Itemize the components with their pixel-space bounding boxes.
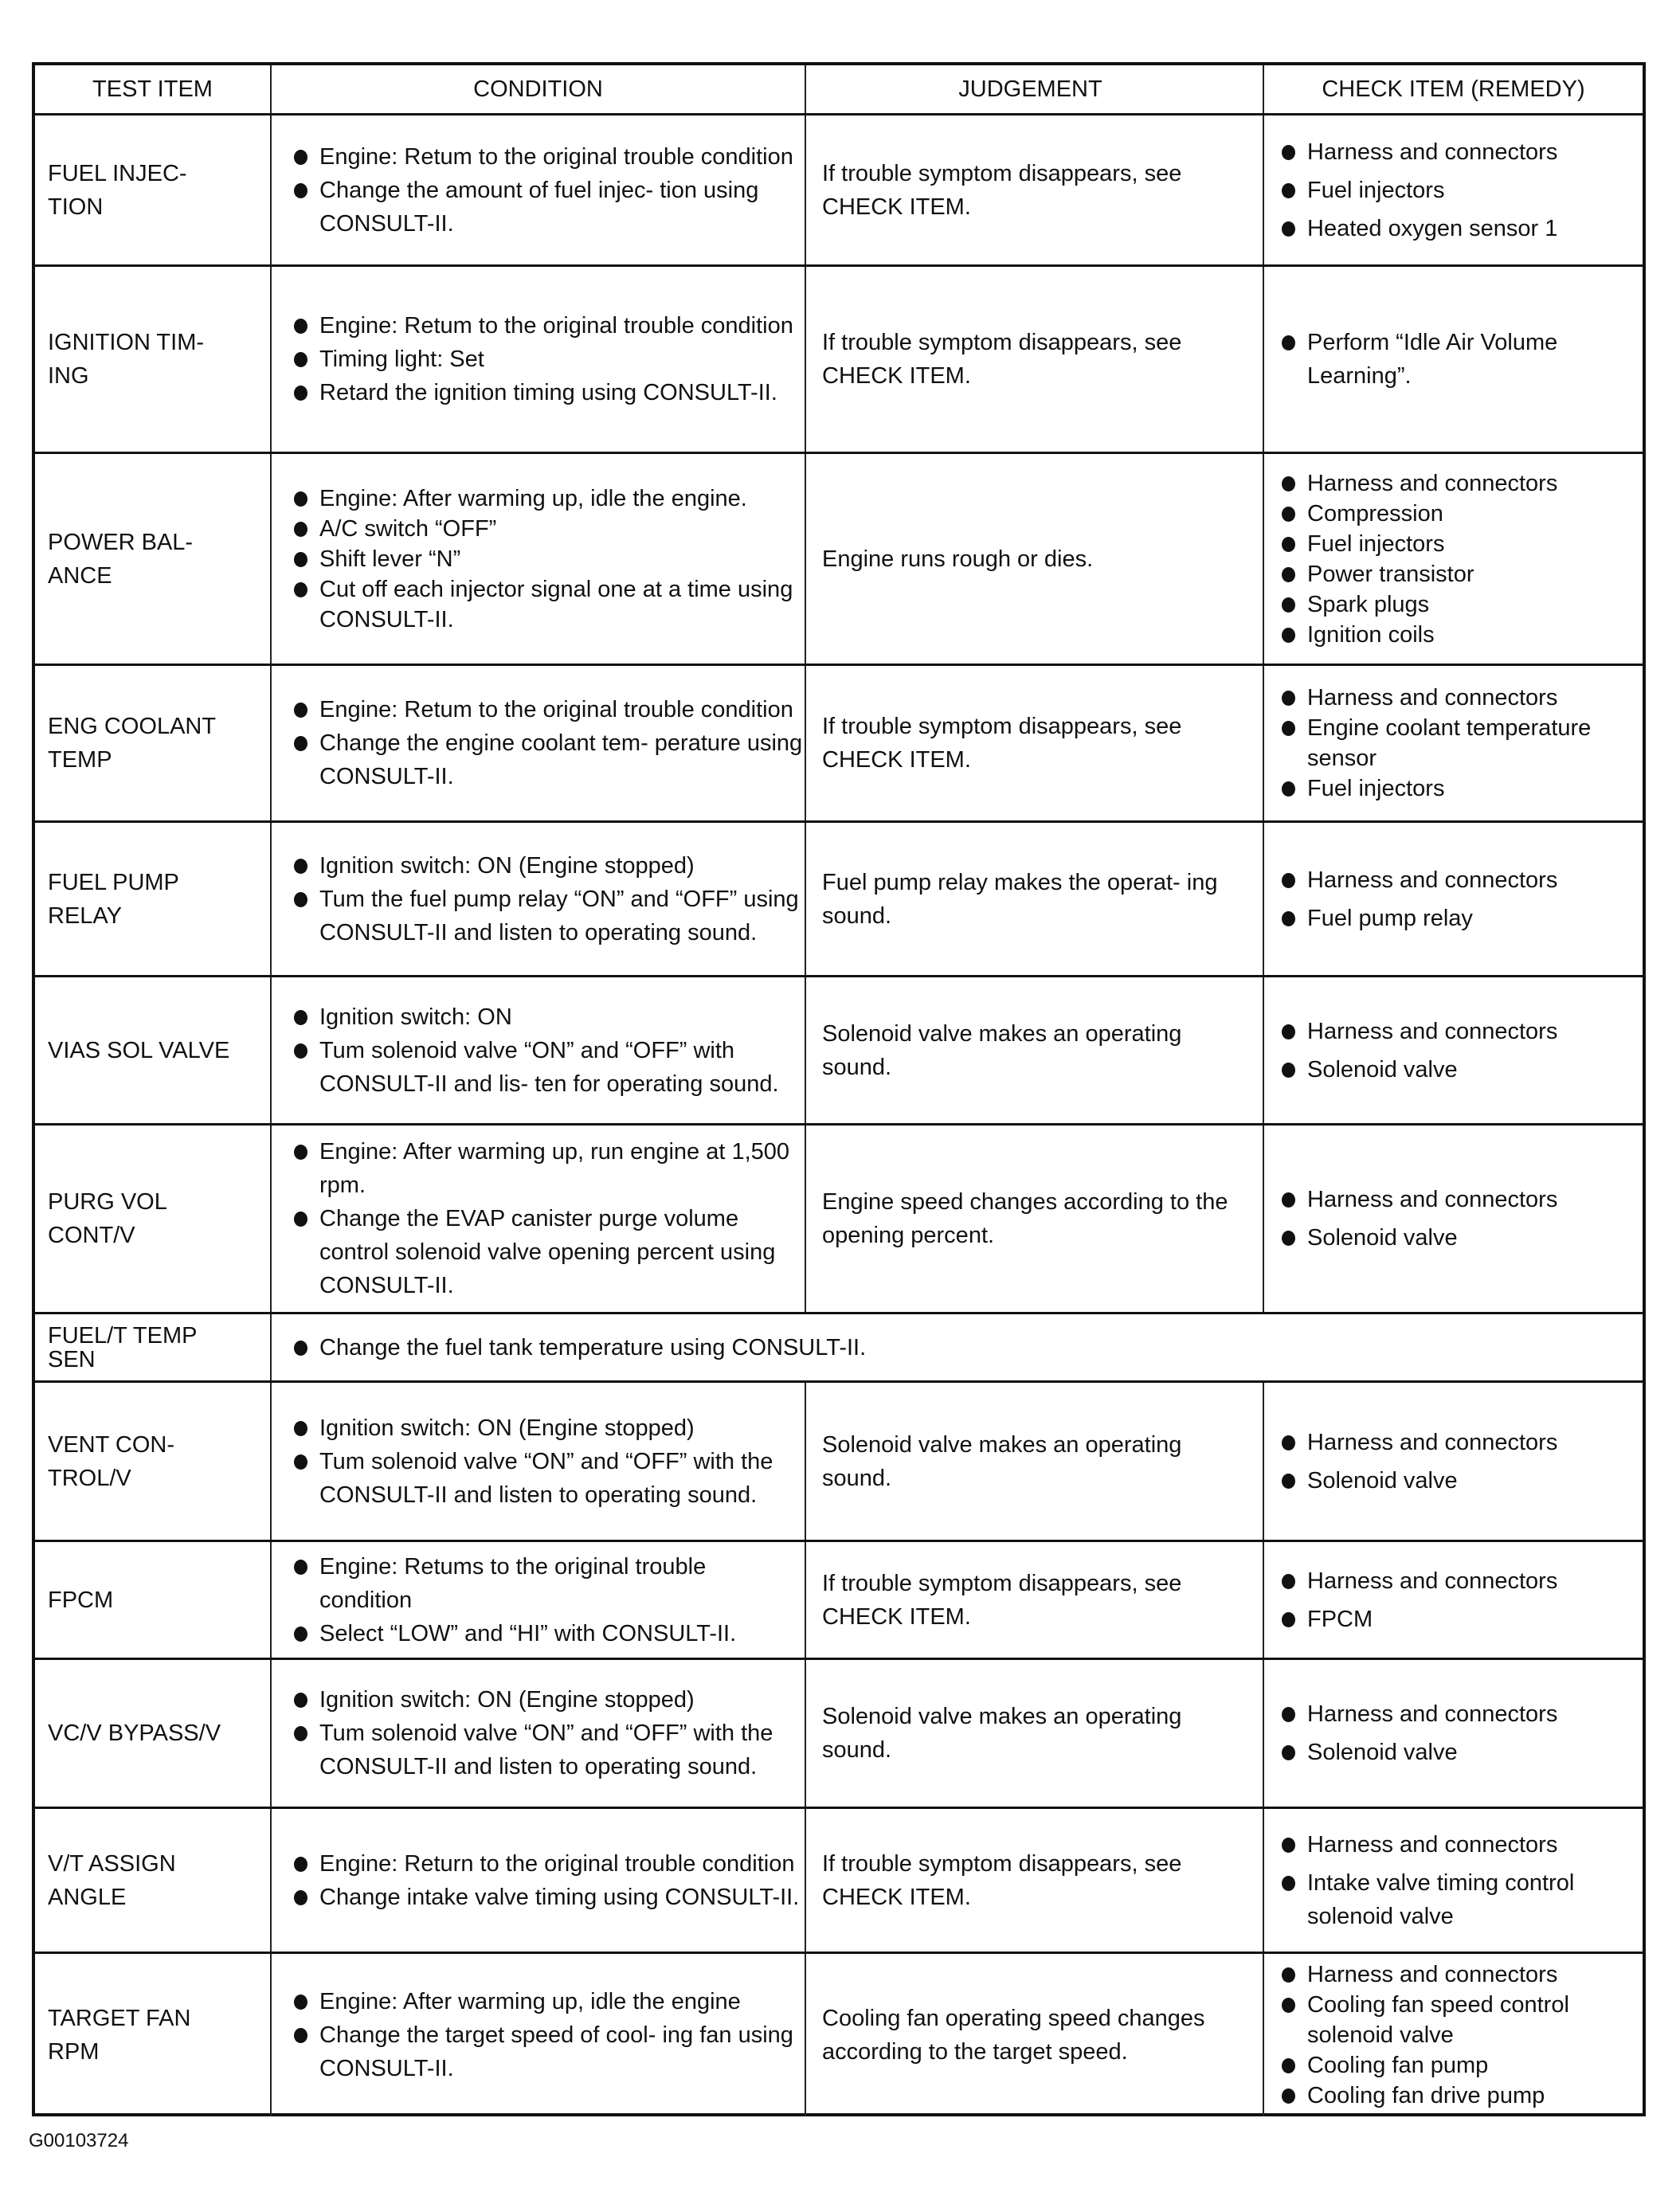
- check-item-list-item: Harness and connectors: [1280, 135, 1643, 169]
- condition-list: [292, 1411, 805, 1512]
- check-item-list-item: Fuel pump relay: [1280, 902, 1643, 935]
- test-item-label: TROL/V: [48, 1465, 131, 1491]
- condition-cell: [272, 823, 806, 975]
- condition-cell: [272, 1542, 806, 1658]
- header-check-item: CHECK ITEM (REMEDY): [1322, 76, 1585, 102]
- check-item-cell: [1264, 1126, 1643, 1312]
- test-item-label: V/T ASSIGN: [48, 1850, 176, 1877]
- condition-list-item: Engine: After warming up, idle the engine.: [292, 483, 805, 514]
- condition-cell: [272, 454, 806, 664]
- check-item-list-item: Harness and connectors: [1280, 468, 1643, 499]
- condition-cell: [272, 1383, 806, 1540]
- condition-cell: [272, 1660, 806, 1807]
- check-item-cell: [1264, 267, 1643, 452]
- check-item-list-item: Solenoid valve: [1280, 1464, 1643, 1497]
- check-item-list-item: Fuel injectors: [1280, 174, 1643, 207]
- check-item-cell: [1264, 1542, 1643, 1658]
- test-item-label: POWER BAL-: [48, 529, 194, 555]
- check-item-list-item: Harness and connectors: [1280, 1697, 1643, 1731]
- test-item-label: IGNITION TIM-: [48, 330, 205, 355]
- judgement-text: Engine runs rough or dies.: [822, 546, 1094, 572]
- check-item-list: [1280, 131, 1643, 250]
- check-item-list: [1280, 1959, 1643, 2111]
- test-item-label: ENG COOLANT: [48, 714, 217, 739]
- test-item-label: RELAY: [48, 902, 122, 929]
- condition-list-item: Shift lever “N”: [292, 544, 805, 574]
- condition-list-item: Ignition switch: ON (Engine stopped): [292, 1411, 805, 1445]
- condition-list-item: Timing light: Set: [292, 343, 805, 376]
- check-item-list-item: FPCM: [1280, 1603, 1643, 1636]
- condition-list: [292, 1000, 805, 1101]
- check-item-list-item: Harness and connectors: [1280, 1183, 1643, 1216]
- test-item-label: VC/V BYPASS/V: [48, 1721, 221, 1746]
- check-item-list-item: Power transistor: [1280, 559, 1643, 589]
- test-item-label: TARGET FAN: [48, 2006, 191, 2031]
- condition-cell: [272, 1126, 806, 1312]
- test-item-cell: [35, 666, 272, 820]
- check-item-list-item: Harness and connectors: [1280, 1828, 1643, 1862]
- table-row: [35, 1312, 1643, 1380]
- test-item-cell: [35, 1542, 272, 1658]
- test-item-cell: [35, 1383, 272, 1540]
- condition-list: [292, 140, 805, 241]
- test-item-cell: [35, 454, 272, 664]
- condition-list: [292, 1135, 805, 1302]
- condition-list-item: Select “LOW” and “HI” with CONSULT-II.: [292, 1617, 805, 1650]
- figure-id: G00103724: [29, 2130, 129, 2151]
- check-item-list: [1280, 1178, 1643, 1259]
- judgement-cell: [806, 267, 1264, 452]
- condition-list-item: Engine: Return to the original trouble condition: [292, 1847, 805, 1881]
- judgement-cell: [806, 1954, 1264, 2116]
- check-item-list-item: Harness and connectors: [1280, 1564, 1643, 1598]
- test-item-cell: [35, 1126, 272, 1312]
- check-item-list: [1280, 859, 1643, 940]
- judgement-cell: [806, 977, 1264, 1123]
- table-row: [35, 820, 1643, 975]
- judgement-cell: [806, 1660, 1264, 1807]
- condition-list-item: Change intake valve timing using CONSULT-II.: [292, 1881, 805, 1914]
- check-item-cell: [1264, 115, 1643, 264]
- condition-list-item: Tum the fuel pump relay “ON” and “OFF” using CONSULT-II and listen to operating sound.: [292, 883, 805, 949]
- check-item-list: [1280, 468, 1643, 650]
- judgement-cell: [806, 1809, 1264, 1952]
- test-item-cell: [35, 115, 272, 264]
- check-item-cell: [1264, 1383, 1643, 1540]
- test-item-label: TION: [48, 194, 104, 220]
- diagnostic-test-table: [32, 62, 1646, 2116]
- check-item-cell: [1264, 977, 1643, 1123]
- check-item-list: [1280, 1010, 1643, 1091]
- judgement-text: Solenoid valve makes an operating sound.: [822, 1020, 1182, 1080]
- test-item-cell: [35, 267, 272, 452]
- condition-list-item: Change the target speed of cool- ing fan using CONSULT-II.: [292, 2018, 805, 2085]
- judgement-cell: [806, 823, 1264, 975]
- check-item-list-item: Compression: [1280, 499, 1643, 529]
- condition-list: [292, 1985, 805, 2085]
- condition-list-item: Ignition switch: ON (Engine stopped): [292, 1683, 805, 1717]
- test-item-label: VENT CON-: [48, 1431, 174, 1458]
- judgement-text: Solenoid valve makes an operating sound.: [822, 1431, 1182, 1491]
- header-judgement: JUDGEMENT: [806, 65, 1264, 113]
- condition-cell: [272, 115, 806, 264]
- condition-list-item: Engine: Retum to the original trouble condition: [292, 309, 805, 343]
- condition-list-item: Change the fuel tank temperature using CONSULT-II.: [292, 1331, 1643, 1364]
- check-item-list-item: Cooling fan pump: [1280, 2050, 1643, 2081]
- judgement-text: Solenoid valve makes an operating sound.: [822, 1704, 1182, 1763]
- condition-list: [292, 309, 805, 409]
- condition-cell: [272, 666, 806, 820]
- condition-list-item: Change the EVAP canister purge volume control solenoid valve opening percent using CONSULT-II.: [292, 1202, 805, 1302]
- table-row: [35, 1658, 1643, 1807]
- test-item-cell: [35, 1954, 272, 2116]
- test-item-cell: [35, 1660, 272, 1807]
- condition-cell: [272, 977, 806, 1123]
- judgement-cell: [806, 454, 1264, 664]
- condition-list: [292, 483, 805, 635]
- check-item-list-item: Harness and connectors: [1280, 1959, 1643, 1990]
- condition-list-item: Tum solenoid valve “ON” and “OFF” with CONSULT-II and lis- ten for operating sound.: [292, 1034, 805, 1101]
- test-item-label: ANCE: [48, 562, 112, 589]
- check-item-cell: [1264, 666, 1643, 820]
- condition-list-item: Engine: Retum to the original trouble condition: [292, 693, 805, 726]
- judgement-text: If trouble symptom disappears, see CHECK ITEM.: [822, 1570, 1182, 1630]
- table-row: [35, 264, 1643, 452]
- check-item-list-item: Ignition coils: [1280, 620, 1643, 650]
- condition-list: [292, 1550, 805, 1650]
- judgement-cell: [806, 115, 1264, 264]
- check-item-list: [1280, 1823, 1643, 1938]
- check-item-list: [1280, 683, 1643, 804]
- check-item-list-item: Perform “Idle Air Volume Learning”.: [1280, 326, 1643, 393]
- test-item-cell: [35, 1809, 272, 1952]
- check-item-list-item: Engine coolant temperature sensor: [1280, 713, 1643, 773]
- judgement-cell: [806, 1383, 1264, 1540]
- test-item-label: FUEL/T TEMP: [48, 1322, 198, 1349]
- check-item-list-item: Cooling fan speed control solenoid valve: [1280, 1990, 1643, 2050]
- judgement-text: Fuel pump relay makes the operat- ing sound.: [822, 869, 1218, 929]
- table-header-row: [35, 65, 1643, 113]
- check-item-list-item: Heated oxygen sensor 1: [1280, 212, 1643, 245]
- judgement-cell: [806, 1542, 1264, 1658]
- test-item-label: CONT/V: [48, 1223, 135, 1248]
- judgement-text: If trouble symptom disappears, see CHECK ITEM.: [822, 1850, 1182, 1910]
- test-item-label: SEN: [48, 1346, 96, 1372]
- test-item-label: ING: [48, 363, 89, 389]
- condition-list: [292, 1683, 805, 1783]
- condition-list-item: Engine: Retums to the original trouble condition: [292, 1550, 805, 1617]
- check-item-cell: [1264, 1954, 1643, 2116]
- test-item-label: FUEL INJEC-: [48, 160, 187, 186]
- condition-list-item: Tum solenoid valve “ON” and “OFF” with the CONSULT-II and listen to operating sound.: [292, 1445, 805, 1512]
- condition-cell: [272, 1954, 806, 2116]
- header-condition: CONDITION: [272, 65, 806, 113]
- check-item-list-item: Solenoid valve: [1280, 1221, 1643, 1255]
- test-item-label: PURG VOL: [48, 1189, 167, 1215]
- check-item-cell: [1264, 1660, 1643, 1807]
- check-item-list-item: Fuel injectors: [1280, 529, 1643, 559]
- condition-list-item: Cut off each injector signal one at a time using CONSULT-II.: [292, 574, 805, 635]
- judgement-text: Engine speed changes according to the opening percent.: [822, 1189, 1228, 1248]
- table-row: [35, 664, 1643, 820]
- judgement-text: If trouble symptom disappears, see CHECK ITEM.: [822, 160, 1182, 220]
- judgement-text: If trouble symptom disappears, see CHECK ITEM.: [822, 714, 1182, 773]
- condition-cell: [272, 1314, 1643, 1380]
- check-item-list: [1280, 1421, 1643, 1502]
- condition-list: [292, 1331, 1643, 1364]
- check-item-list-item: Solenoid valve: [1280, 1053, 1643, 1086]
- condition-list-item: Ignition switch: ON (Engine stopped): [292, 849, 805, 883]
- check-item-list-item: Spark plugs: [1280, 589, 1643, 620]
- check-item-list-item: Cooling fan drive pump: [1280, 2081, 1643, 2111]
- check-item-list-item: Harness and connectors: [1280, 1015, 1643, 1048]
- condition-cell: [272, 1809, 806, 1952]
- check-item-list-item: Solenoid valve: [1280, 1736, 1643, 1769]
- check-item-cell: [1264, 823, 1643, 975]
- condition-list: [292, 849, 805, 949]
- condition-list-item: Change the amount of fuel injec- tion using CONSULT-II.: [292, 174, 805, 241]
- check-item-cell: [1264, 1809, 1643, 1952]
- test-item-label: TEMP: [48, 747, 112, 773]
- table-row: [35, 975, 1643, 1123]
- table-row: [35, 1807, 1643, 1952]
- table-row: [35, 113, 1643, 264]
- test-item-cell: [35, 977, 272, 1123]
- condition-list: [292, 693, 805, 793]
- check-item-list-item: Intake valve timing control solenoid valve: [1280, 1866, 1643, 1933]
- condition-list-item: Engine: After warming up, run engine at 1,500 rpm.: [292, 1135, 805, 1202]
- condition-list-item: Engine: After warming up, idle the engine: [292, 1985, 805, 2018]
- check-item-cell: [1264, 454, 1643, 664]
- table-row: [35, 452, 1643, 664]
- condition-list-item: Change the engine coolant tem- perature using CONSULT-II.: [292, 726, 805, 793]
- table-row: [35, 1540, 1643, 1658]
- check-item-list-item: Harness and connectors: [1280, 683, 1643, 713]
- check-item-list: [1280, 326, 1643, 393]
- check-item-list: [1280, 1693, 1643, 1774]
- test-item-label: ANGLE: [48, 1884, 127, 1910]
- condition-list-item: A/C switch “OFF”: [292, 514, 805, 544]
- condition-list: [292, 1847, 805, 1914]
- judgement-cell: [806, 1126, 1264, 1312]
- check-item-list-item: Harness and connectors: [1280, 863, 1643, 897]
- test-item-label: FPCM: [48, 1587, 114, 1613]
- condition-list-item: Retard the ignition timing using CONSULT-II.: [292, 376, 805, 409]
- check-item-list-item: Harness and connectors: [1280, 1426, 1643, 1459]
- judgement-text: If trouble symptom disappears, see CHECK ITEM.: [822, 330, 1182, 389]
- test-item-label: RPM: [48, 2039, 100, 2065]
- check-item-list: [1280, 1560, 1643, 1641]
- test-item-cell: [35, 823, 272, 975]
- condition-list-item: Ignition switch: ON: [292, 1000, 805, 1034]
- test-item-cell: [35, 1314, 272, 1380]
- check-item-list-item: Fuel injectors: [1280, 773, 1643, 804]
- judgement-cell: [806, 666, 1264, 820]
- test-item-label: VIAS SOL VALVE: [48, 1037, 230, 1063]
- condition-cell: [272, 267, 806, 452]
- header-test-item: TEST ITEM: [35, 65, 272, 113]
- table-row: [35, 1952, 1643, 2116]
- condition-list-item: Tum solenoid valve “ON” and “OFF” with the CONSULT-II and listen to operating sound.: [292, 1717, 805, 1783]
- table-row: [35, 1380, 1643, 1540]
- condition-list-item: Engine: Retum to the original trouble condition: [292, 140, 805, 174]
- test-item-label: FUEL PUMP: [48, 869, 179, 895]
- judgement-text: Cooling fan operating speed changes according to the target speed.: [822, 2006, 1205, 2065]
- table-row: [35, 1123, 1643, 1312]
